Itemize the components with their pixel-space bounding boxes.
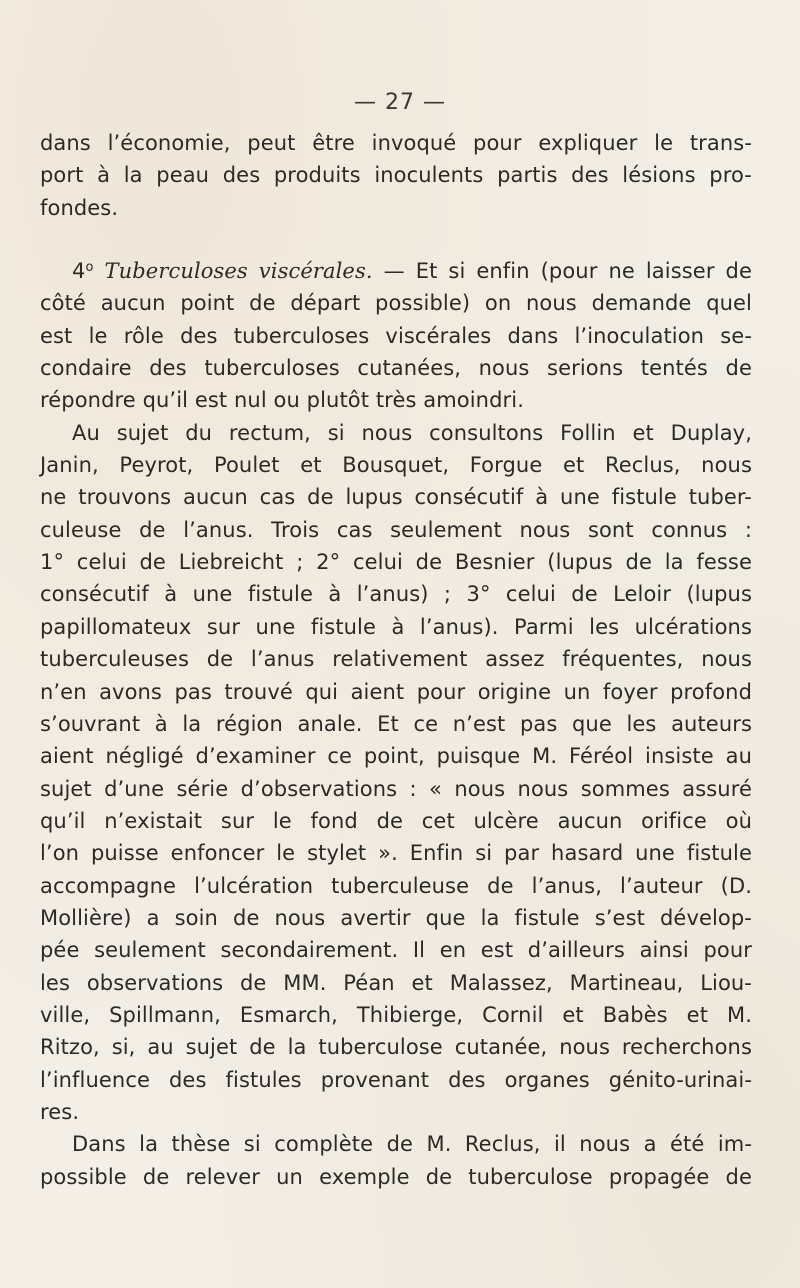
text-line: côté aucun point de départ possible) on nous demande quel <box>40 291 752 316</box>
text-line: qu’il n’existait sur le fond de cet ulcère aucun orifice où <box>40 808 752 833</box>
section-heading-line <box>40 252 752 287</box>
text-line: Dans la thèse si complète de M. Reclus, il nous a été im- <box>72 1132 752 1157</box>
text-line: sujet d’une série d’observations : « nous nous sommes assuré <box>40 776 752 801</box>
text-line: les observations de MM. Péan et Malassez, Martineau, Liou- <box>40 970 752 995</box>
section-title: Tuberculoses viscérales. <box>104 259 373 284</box>
text-line: Ritzo, si, au sujet de la tuberculose cutanée, nous recherchons <box>40 1035 752 1060</box>
text-line: l’on puisse enfoncer le stylet ». Enfin si par hasard une fistule <box>40 841 752 866</box>
text-line: res. <box>40 1099 80 1124</box>
text-line: port à la peau des produits inoculents partis des lésions pro- <box>40 163 752 188</box>
text-line: tuberculeuses de l’anus relativement assez fréquentes, nous <box>40 647 752 672</box>
text-line: condaire des tuberculoses cutanées, nous serions tentés de <box>40 356 752 381</box>
text-line: 1° celui de Liebreicht ; 2° celui de Besnier (lupus de la fesse <box>40 550 752 575</box>
degree-mark: o <box>85 260 94 276</box>
text-line: répondre qu’il est nul ou plutôt très amoindri. <box>40 388 524 413</box>
text-line: l’influence des fistules provenant des organes génito-urinai- <box>40 1067 752 1092</box>
text-line: Au sujet du rectum, si nous consultons Follin et Duplay, <box>72 420 752 445</box>
text-line: Mollière) a soin de nous avertir que la fistule s’est dévelop- <box>40 905 752 930</box>
section-number: 4 <box>72 259 86 284</box>
text-line: s’ouvrant à la région anale. Et ce n’est pas que les auteurs <box>40 711 752 736</box>
text-line: dans l’économie, peut être invoqué pour expliquer le trans- <box>40 131 752 155</box>
text-line: Janin, Peyrot, Poulet et Bousquet, Forgue et Reclus, nous <box>40 453 752 478</box>
text-line: ne trouvons aucun cas de lupus consécutif à une fistule tuber- <box>40 485 752 510</box>
section-text: — Et si enfin (pour ne laisser de <box>372 259 752 284</box>
text-line: n’en avons pas trouvé qui aient pour origine un foyer profond <box>40 679 752 704</box>
body-text <box>40 127 752 1193</box>
page-number: — 27 — <box>354 90 446 115</box>
text-line: culeuse de l’anus. Trois cas seulement nous sont connus : <box>40 517 752 542</box>
text-line: aient négligé d’examiner ce point, puisque M. Féréol insiste au <box>40 744 752 769</box>
text-line: possible de relever un exemple de tuberculose propagée de <box>40 1164 752 1189</box>
text-line: consécutif à une fistule à l’anus) ; 3° celui de Leloir (lupus <box>40 582 752 607</box>
text-line: papillomateux sur une fistule à l’anus). Parmi les ulcérations <box>40 614 752 639</box>
text-line: pée seulement secondairement. Il en est d’ailleurs ainsi pour <box>40 938 752 963</box>
paragraph-gap <box>40 224 752 252</box>
text-line: fondes. <box>40 195 119 220</box>
text-line: ville, Spillmann, Esmarch, Thibierge, Cornil et Babès et M. <box>40 1002 752 1027</box>
text-line: accompagne l’ulcération tuberculeuse de l’anus, l’auteur (D. <box>40 873 752 898</box>
text-line: est le rôle des tuberculoses viscérales dans l’inoculation se- <box>40 323 752 348</box>
